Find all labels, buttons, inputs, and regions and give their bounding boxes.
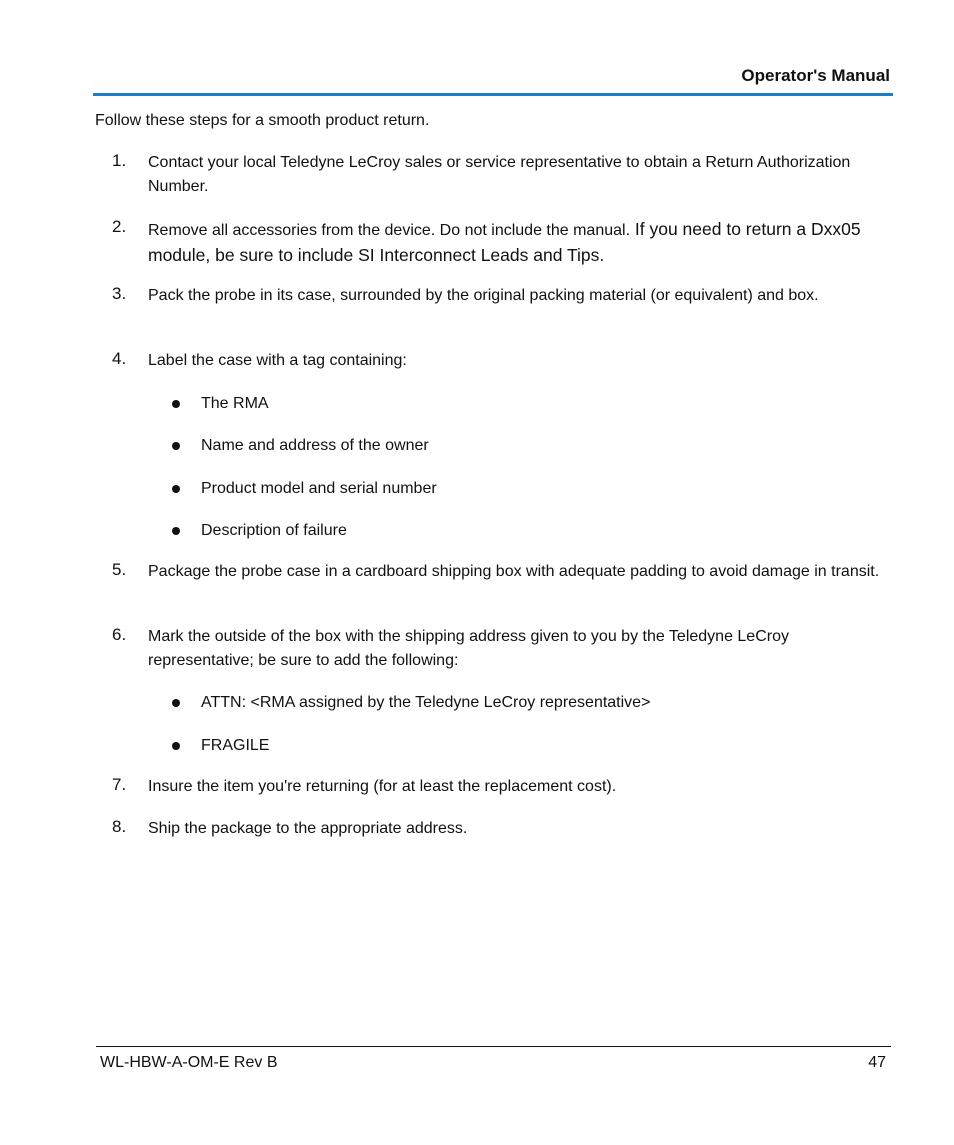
step-text: Insure the item you're returning (for at least the replacement cost). xyxy=(148,778,617,795)
step-number: 6. xyxy=(112,625,127,644)
footer-rule xyxy=(96,1046,891,1047)
bullet-icon xyxy=(172,527,180,535)
bullet-text: Description of failure xyxy=(201,522,347,539)
step-text: Pack the probe in its case, surrounded by the original packing material (or equivalent) and box. xyxy=(148,287,819,304)
step-number: 3. xyxy=(112,284,127,303)
step-text: Label the case with a tag containing: xyxy=(148,352,407,369)
bullet-icon xyxy=(172,699,180,707)
step-number: 2. xyxy=(112,217,127,236)
bullet-text: Product model and serial number xyxy=(201,480,437,497)
step-text: Contact your local Teledyne LeCroy sales or service representative to obtain a Return Authorization Number. xyxy=(148,154,851,195)
step-number: 1. xyxy=(112,151,127,170)
step-text-main: Remove all accessories from the device. Do not include the manual. xyxy=(148,222,631,239)
step-number: 8. xyxy=(112,817,127,836)
bullet-text: Name and address of the owner xyxy=(201,437,429,454)
footer-doc-id: WL-HBW-A-OM-E Rev B xyxy=(100,1054,278,1071)
bullet-icon xyxy=(172,442,180,450)
bullet-text: FRAGILE xyxy=(201,737,270,754)
step-text: Package the probe case in a cardboard shipping box with adequate padding to avoid damage in transit. xyxy=(148,563,880,580)
step-text: Mark the outside of the box with the shipping address given to you by the Teledyne LeCroy representative; be sure to add the following: xyxy=(148,628,789,669)
step-number: 7. xyxy=(112,775,127,794)
header-rule xyxy=(93,93,893,96)
step-number: 4. xyxy=(112,349,127,368)
header-title: Operator's Manual xyxy=(741,66,890,85)
bullet-icon xyxy=(172,742,180,750)
page-number: 47 xyxy=(868,1054,886,1071)
bullet-icon xyxy=(172,400,180,408)
bullet-text: The RMA xyxy=(201,395,269,412)
bullet-icon xyxy=(172,485,180,493)
step-text: Ship the package to the appropriate address. xyxy=(148,820,468,837)
step-text-extra: If you need to return a Dxx05 module, be sure to include SI Interconnect Leads and Tips. xyxy=(148,219,861,265)
step-text xyxy=(148,217,888,269)
bullet-text: ATTN: <RMA assigned by the Teledyne LeCroy representative> xyxy=(201,694,651,711)
intro-text: Follow these steps for a smooth product return. xyxy=(95,112,430,129)
step-number: 5. xyxy=(112,560,127,579)
